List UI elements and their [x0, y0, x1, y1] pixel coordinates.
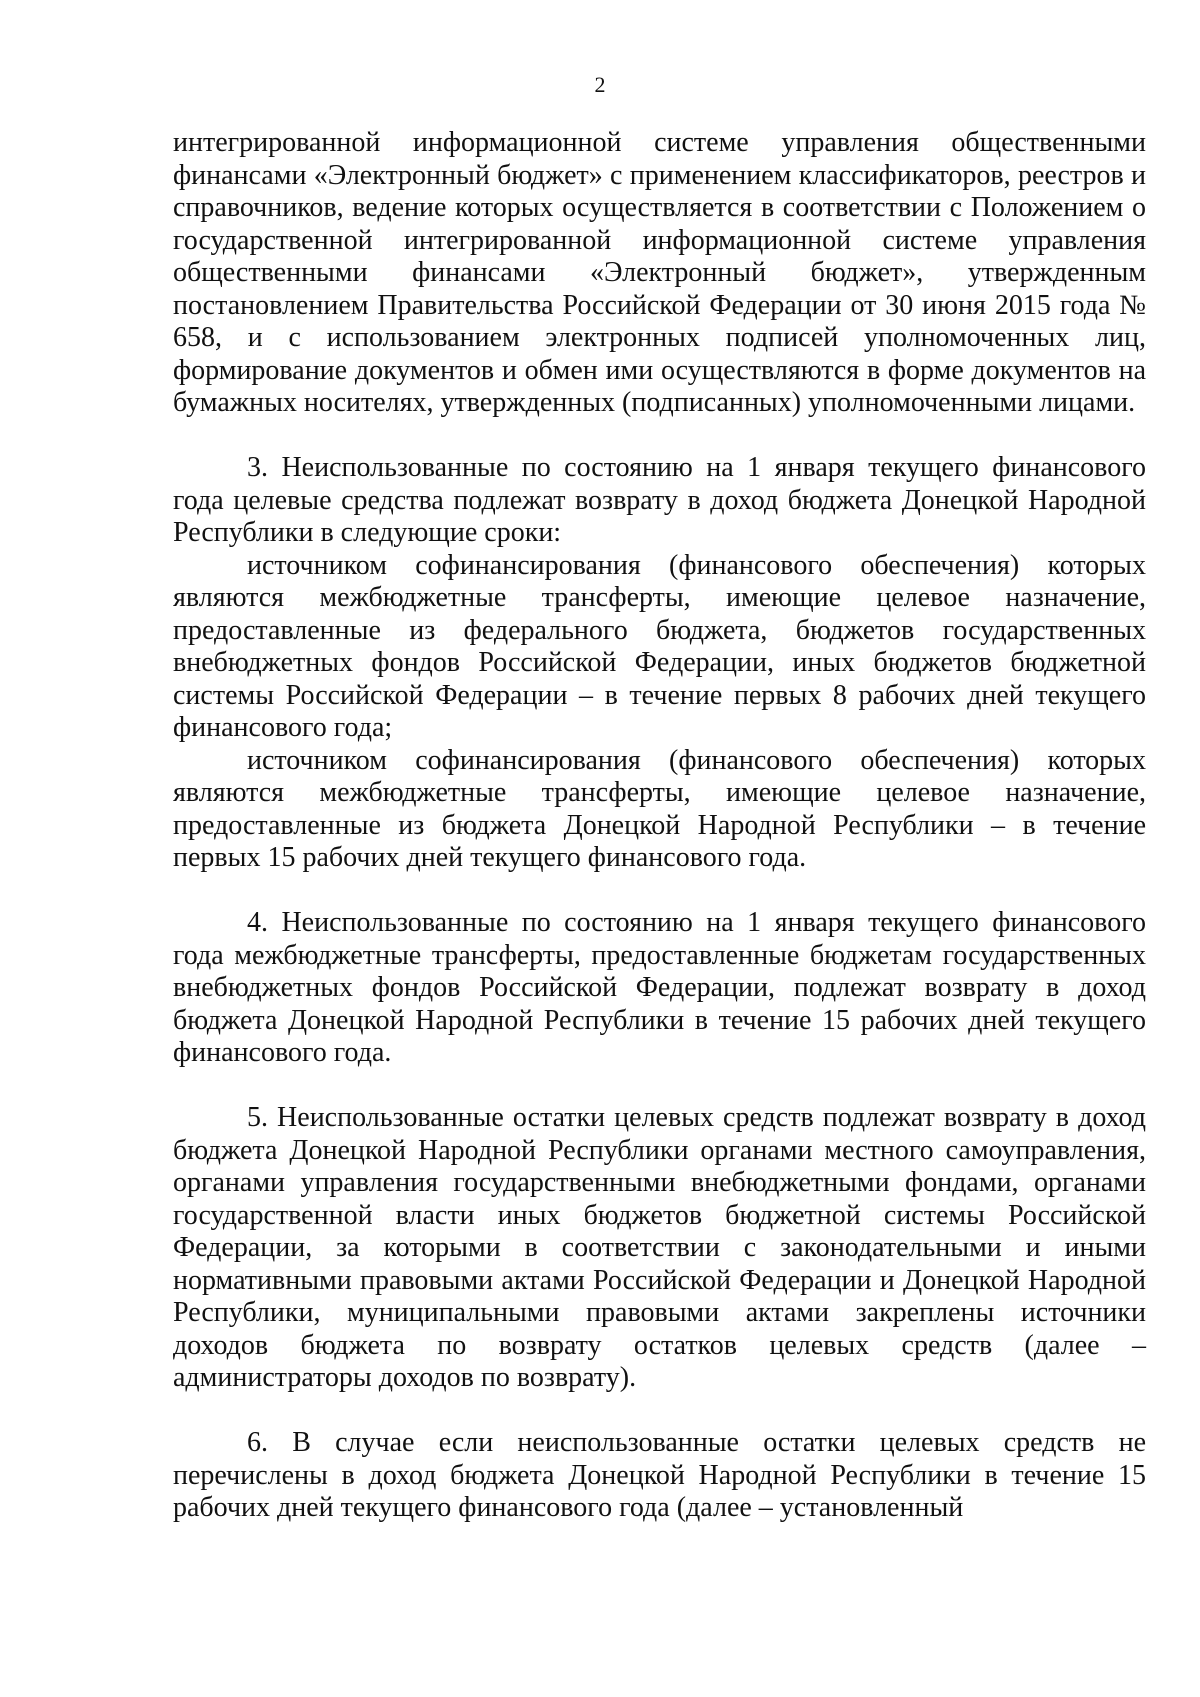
- paragraph-intro-continuation: интегрированной информационной системе управления общественными финансами «Электронный бюджет» с применением классификаторов, реестров и справочников, ведение которых осуществляется в соответствии с Положением о государственной интегрированной информационной системе управления общественными финансами «Электронный бюджет», утвержденным постановлением Правительства Российской Федерации от 30 июня 2015 года № 658, и с использованием электронных подписей уполномоченных лиц, формирование документов и обмен ими осуществляются в форме документов на бумажных носителях, утвержденных (подписанных) уполномоченными лицами.: [173, 127, 1146, 418]
- document-body: [173, 127, 1146, 1525]
- paragraph-item-6: 6. В случае если неиспользованные остатки целевых средств не перечислены в доход бюджета Донецкой Народной Республики в течение 15 рабочих дней текущего финансового года (далее – установленный: [173, 1427, 1146, 1523]
- page-number: 2: [594, 72, 606, 97]
- paragraph-item-3-sub-2: источником софинансирования (финансового обеспечения) которых являются межбюджетные трансферты, имеющие целевое назначение, предоставленные из бюджета Донецкой Народной Республики – в течение первых 15 рабочих дней текущего финансового года.: [173, 744, 1146, 873]
- paragraph-item-4: 4. Неиспользованные по состоянию на 1 января текущего финансового года межбюджетные трансферты, предоставленные бюджетам государственных внебюджетных фондов Российской Федерации, подлежат возврату в доход бюджета Донецкой Народной Республики в течение 15 рабочих дней текущего финансового года.: [173, 907, 1146, 1068]
- paragraph-item-3-sub-1: источником софинансирования (финансового обеспечения) которых являются межбюджетные трансферты, имеющие целевое назначение, предоставленные из федерального бюджета, бюджетов государственных внебюджетных фондов Российской Федерации, иных бюджетов бюджетной системы Российской Федерации – в течение первых 8 рабочих дней текущего финансового года;: [173, 549, 1146, 743]
- paragraph-item-3: 3. Неиспользованные по состоянию на 1 января текущего финансового года целевые средства подлежат возврату в доход бюджета Донецкой Народной Республики в следующие сроки:: [173, 452, 1146, 548]
- paragraph-item-5: 5. Неиспользованные остатки целевых средств подлежат возврату в доход бюджета Донецкой Народной Республики органами местного самоуправления, органами управления государственными внебюджетными фондами, органами государственной власти иных бюджетов бюджетной системы Российской Федерации, за которыми в соответствии с законодательными и иными нормативными правовыми актами Российской Федерации и Донецкой Народной Республики, муниципальными правовыми актами закреплены источники доходов бюджета по возврату остатков целевых средств (далее – администраторы доходов по возврату).: [173, 1102, 1146, 1393]
